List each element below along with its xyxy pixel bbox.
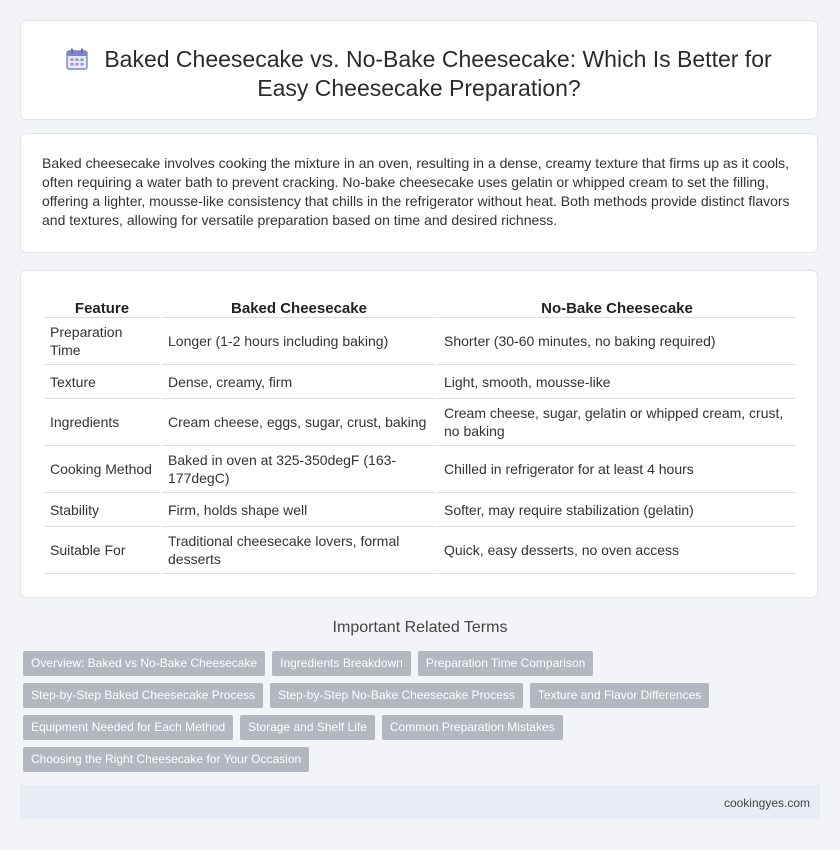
intro-card	[20, 133, 818, 253]
table-cell: Stability	[44, 493, 160, 527]
table-cell: Suitable For	[44, 527, 160, 574]
related-term-tag[interactable]: Step-by-Step No-Bake Cheesecake Process	[270, 683, 523, 708]
table-cell: Traditional cheesecake lovers, formal desserts	[162, 527, 436, 574]
related-term-tag[interactable]: Ingredients Breakdown	[272, 651, 411, 676]
related-term-tag[interactable]: Overview: Baked vs No-Bake Cheesecake	[23, 651, 265, 676]
calendar-icon	[66, 48, 88, 70]
related-terms-title: Important Related Terms	[332, 619, 508, 636]
title-line-2: Easy Cheesecake Preparation?	[257, 75, 581, 101]
header-feature: Feature	[44, 295, 160, 318]
table-cell: Preparation Time	[44, 318, 160, 365]
table-header-row	[44, 295, 796, 318]
related-term-tag[interactable]: Storage and Shelf Life	[240, 715, 375, 740]
table-row	[44, 318, 796, 365]
title-line-1: Baked Cheesecake vs. No-Bake Cheesecake: Which Is Better for	[104, 46, 772, 72]
related-term-tag[interactable]: Common Preparation Mistakes	[382, 715, 563, 740]
table-cell: Baked in oven at 325-350degF (163-177degC)	[162, 446, 436, 493]
table-cell: Light, smooth, mousse-like	[438, 365, 796, 399]
table-row	[44, 365, 796, 399]
table-cell: Softer, may require stabilization (gelatin)	[438, 493, 796, 527]
table-cell: Cooking Method	[44, 446, 160, 493]
header-no-bake: No-Bake Cheesecake	[438, 295, 796, 318]
title-card	[20, 20, 818, 120]
footer-site-link[interactable]: cookingyes.com	[723, 796, 810, 810]
table-cell: Texture	[44, 365, 160, 399]
table-cell: Longer (1-2 hours including baking)	[162, 318, 436, 365]
related-term-tag[interactable]: Equipment Needed for Each Method	[23, 715, 233, 740]
table-cell: Firm, holds shape well	[162, 493, 436, 527]
table-row	[44, 493, 796, 527]
footer	[20, 785, 820, 819]
page-title	[21, 45, 817, 103]
table-cell: Shorter (30-60 minutes, no baking required)	[438, 318, 796, 365]
table-cell: Cream cheese, sugar, gelatin or whipped cream, crust, no baking	[438, 399, 796, 446]
table-cell: Ingredients	[44, 399, 160, 446]
comparison-table-card	[20, 270, 818, 598]
table-cell: Quick, easy desserts, no oven access	[438, 527, 796, 574]
table-row	[44, 527, 796, 574]
related-term-tag[interactable]: Texture and Flavor Differences	[530, 683, 709, 708]
header-baked: Baked Cheesecake	[162, 295, 436, 318]
table-cell: Cream cheese, eggs, sugar, crust, baking	[162, 399, 436, 446]
intro-text: Baked cheesecake involves cooking the mixture in an oven, resulting in a dense, creamy texture that firms up as it cools, often requiring a water bath to prevent cracking. No-bake cheesecake uses gelatin or whipped cream to set the filling, offering a lighter, mousse-like consistency that chills in the refrigerator without heat. Both methods provide distinct flavors and textures, allowing for versatile preparation based on time and desired richness.	[42, 155, 790, 228]
related-term-tag[interactable]: Step-by-Step Baked Cheesecake Process	[23, 683, 263, 708]
table-row	[44, 446, 796, 493]
table-row	[44, 399, 796, 446]
table-cell: Dense, creamy, firm	[162, 365, 436, 399]
table-cell: Chilled in refrigerator for at least 4 hours	[438, 446, 796, 493]
related-term-tag[interactable]: Preparation Time Comparison	[418, 651, 593, 676]
related-terms-list	[23, 651, 813, 779]
related-term-tag[interactable]: Choosing the Right Cheesecake for Your Occasion	[23, 747, 309, 772]
comparison-table	[42, 295, 798, 574]
